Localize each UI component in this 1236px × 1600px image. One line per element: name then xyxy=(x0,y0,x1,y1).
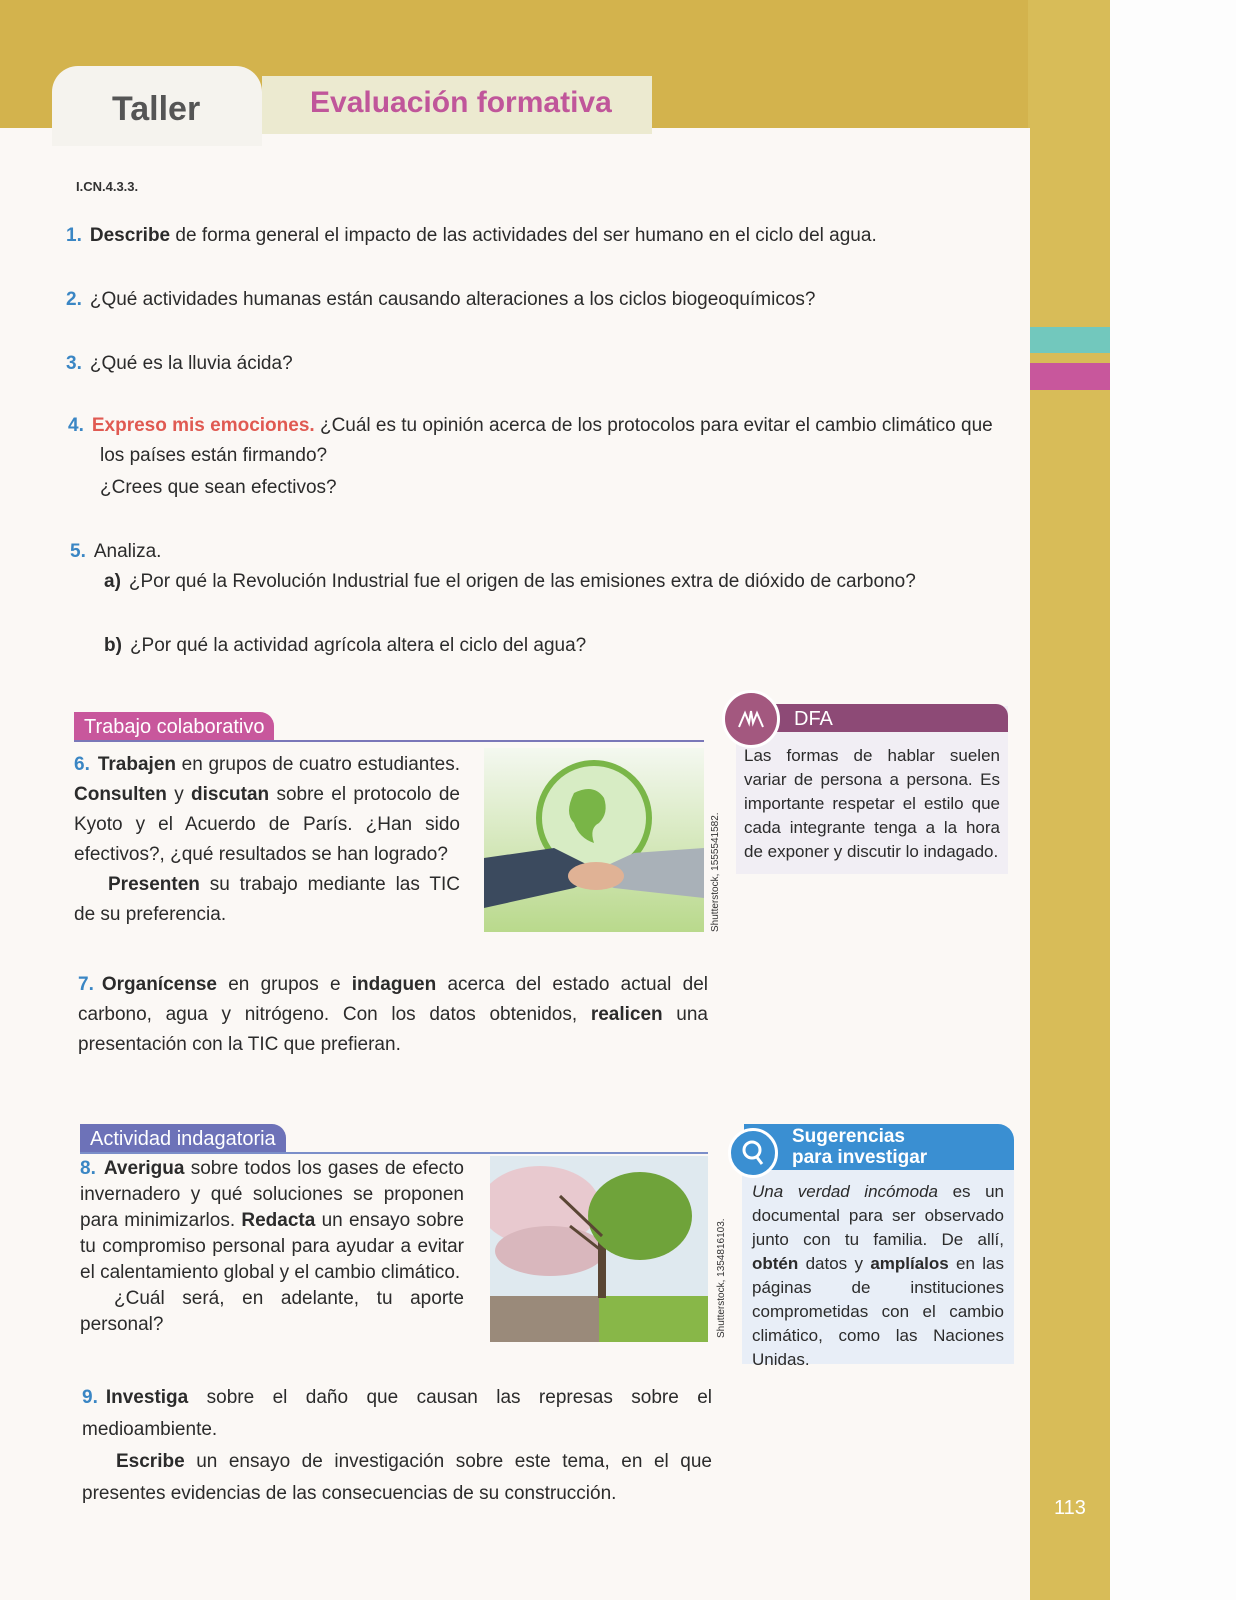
text: un ensayo de investigación sobre este tema, en el que presentes evidencias de las consecuencias de su construcción. xyxy=(82,1451,712,1504)
text: en grupos e xyxy=(216,974,352,995)
question-verb: Describe xyxy=(89,225,171,246)
verb: Organícense xyxy=(101,974,217,995)
verb: obtén xyxy=(752,1254,799,1273)
text: su trabajo mediante las TIC de su preferencia. xyxy=(74,874,460,925)
question-5b xyxy=(104,630,1004,662)
dfa-text: Las formas de hablar suelen variar de persona a persona. Es importante respetar el estilo que cada integrante tenga a la hora de exponer y discutir lo indagado. xyxy=(744,746,1000,861)
verb: Presenten xyxy=(108,874,200,895)
verb: amplíalos xyxy=(870,1254,949,1273)
question-4-line-3: ¿Crees que sean efectivos? xyxy=(100,477,337,498)
question-text: ¿Qué es la lluvia ácida? xyxy=(89,353,293,374)
question-5 xyxy=(70,536,161,568)
question-5a xyxy=(104,566,1004,598)
question-number: 8. xyxy=(80,1158,96,1179)
sugerencias-text xyxy=(752,1180,1004,1372)
text: un ensayo sobre tu compromiso personal para ayudar a evitar el calentamiento global y el cambio climático. xyxy=(80,1210,465,1283)
question-4 xyxy=(68,410,1018,442)
verb: indaguen xyxy=(351,974,437,995)
question-4-line-2: los países están firmando? xyxy=(100,445,328,466)
sugerencias-header xyxy=(744,1124,1014,1170)
question-text: ¿Qué actividades humanas están causando alteraciones a los ciclos biogeoquímicos? xyxy=(89,289,816,310)
question-9 xyxy=(82,1382,712,1510)
verb: Redacta xyxy=(241,1210,316,1231)
image-credit: Shutterstock, 1555541582. xyxy=(710,812,721,932)
section-divider xyxy=(80,1152,708,1154)
title-line: Sugerencias xyxy=(792,1126,905,1147)
text: datos y xyxy=(798,1254,871,1273)
tab-evaluacion-label: Evaluación formativa xyxy=(310,86,612,119)
text: sobre todos los gases de efecto invernadero y qué soluciones se proponen para minimizarlos. xyxy=(80,1158,464,1231)
sugerencias-title xyxy=(792,1126,927,1168)
question-6 xyxy=(74,750,460,930)
text: acerca del estado actual del carbono, agua y nitrógeno. Con los datos obtenidos, xyxy=(78,974,708,1025)
question-2 xyxy=(66,284,1006,316)
question-8 xyxy=(80,1156,464,1338)
page-edge xyxy=(1110,0,1236,1600)
section-divider xyxy=(74,740,704,742)
text: en grupos de cuatro estudiantes. xyxy=(176,754,460,775)
verb: Escribe xyxy=(116,1451,185,1472)
question-text: de forma general el impacto de las actividades del ser humano en el ciclo del agua. xyxy=(170,225,877,246)
hands-icon xyxy=(722,690,780,748)
image-credit: Shutterstock, 1354816103. xyxy=(716,1218,727,1338)
text: y xyxy=(166,784,192,805)
question-verb: Analiza. xyxy=(93,541,162,562)
question-number: 7. xyxy=(78,974,94,995)
search-icon xyxy=(728,1128,778,1178)
handshake-globe-image xyxy=(484,748,704,932)
sub-text: ¿Por qué la Revolución Industrial fue el origen de las emisiones extra de dióxido de carbono? xyxy=(128,571,916,592)
section-actividad-indagatoria: Actividad indagatoria xyxy=(80,1124,286,1154)
tab-taller xyxy=(52,66,262,146)
section-trabajo-colaborativo: Trabajo colaborativo xyxy=(74,712,274,742)
question-number: 6. xyxy=(74,754,90,775)
verb: realicen xyxy=(590,1004,663,1025)
question-number: 2. xyxy=(66,289,82,310)
dfa-header xyxy=(758,704,1008,732)
text: sobre el protocolo de Kyoto y el Acuerdo de París. ¿Han sido efectivos?, ¿qué resultados se han logrado? xyxy=(74,784,460,865)
text: es un documental para ser observado junto con tu familia. De allí, xyxy=(752,1182,1005,1249)
question-emphasis: Expreso mis emociones. xyxy=(91,415,315,436)
question-number: 3. xyxy=(66,353,82,374)
question-text: ¿Cuál es tu opinión acerca de los protocolos para evitar el cambio climático que xyxy=(314,415,993,436)
right-band xyxy=(1028,0,1110,1600)
page-number: 113 xyxy=(1030,1488,1110,1538)
tab-evaluacion xyxy=(262,76,652,134)
text: ¿Cuál será, en adelante, tu aporte personal? xyxy=(80,1288,464,1335)
question-number: 5. xyxy=(70,541,86,562)
verb: Investiga xyxy=(105,1387,189,1408)
dfa-title: DFA xyxy=(794,708,833,730)
question-number: 4. xyxy=(68,415,84,436)
documentary-title: Una verdad incómoda xyxy=(752,1182,939,1201)
sub-label: b) xyxy=(104,635,122,656)
verb: discutan xyxy=(191,784,270,805)
tab-taller-label: Taller xyxy=(112,90,201,128)
question-1 xyxy=(66,220,1006,252)
tree-climate-image xyxy=(490,1156,708,1342)
sub-label: a) xyxy=(104,571,121,592)
verb: Trabajen xyxy=(97,754,177,775)
question-7 xyxy=(78,970,708,1060)
sub-text: ¿Por qué la actividad agrícola altera el ciclo del agua? xyxy=(129,635,587,656)
verb: Averigua xyxy=(103,1158,185,1179)
question-number: 9. xyxy=(82,1387,98,1408)
verb: Consulten xyxy=(74,784,167,805)
text: sobre el daño que causan las represas sobre el medioambiente. xyxy=(82,1387,712,1440)
title-line: para investigar xyxy=(792,1147,928,1168)
question-number: 1. xyxy=(66,225,82,246)
question-3 xyxy=(66,348,1006,380)
text: una presentación con la TIC que prefieran. xyxy=(78,1004,709,1055)
curriculum-code: I.CN.4.3.3. xyxy=(76,179,139,194)
text: en las páginas de instituciones comprometidas con el cambio climático, como las Naciones Unidas. xyxy=(752,1254,1004,1369)
